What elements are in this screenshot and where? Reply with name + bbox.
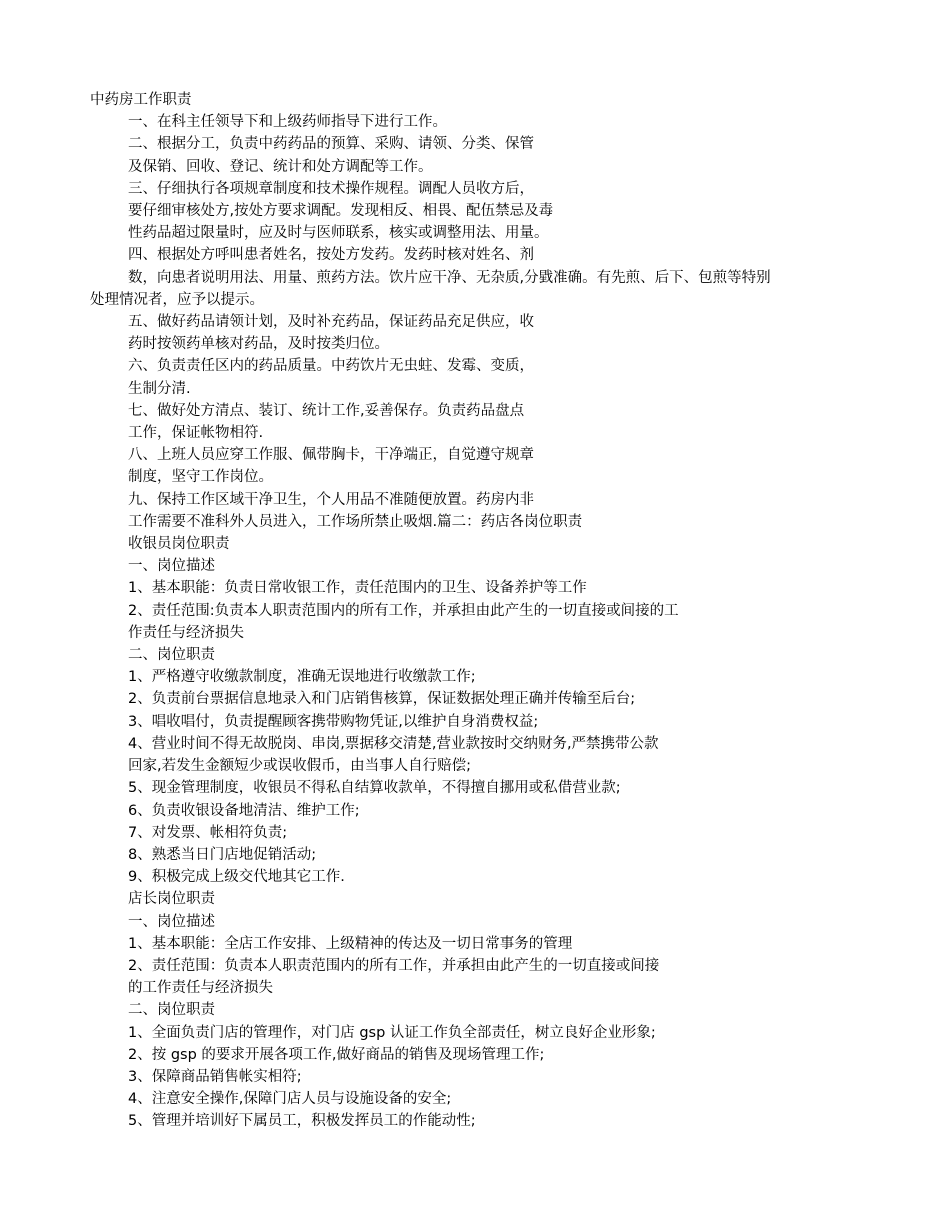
text-line: 1、基本职能：负责日常收银工作，责任范围内的卫生、设备养护等工作 — [128, 580, 587, 597]
subsection-heading: 二、岗位职责 — [128, 647, 215, 664]
text-line: 8、熟悉当日门店地促销活动; — [128, 846, 317, 863]
text-line: 制度，坚守工作岗位。 — [128, 469, 273, 486]
text-line: 七、做好处方清点、装订、统计工作,妥善保存。负责药品盘点 — [128, 402, 525, 419]
text-line: 生制分清. — [128, 380, 191, 397]
text-line: 八、上班人员应穿工作服、佩带胸卡，干净端正，自觉遵守规章 — [128, 447, 534, 464]
text-line: 要仔细审核处方,按处方要求调配。发现相反、相畏、配伍禁忌及毒 — [128, 203, 554, 220]
text-line: 3、保障商品销售帐实相符; — [128, 1068, 302, 1085]
subsection-heading: 一、岗位描述 — [128, 558, 215, 575]
document-title: 中药房工作职责 — [90, 92, 192, 108]
document-body — [90, 89, 860, 1133]
text-line: 性药品超过限量时，应及时与医师联系，核实或调整用法、用量。 — [128, 225, 549, 242]
text-line: 五、做好药品请领计划，及时补充药品，保证药品充足供应，收 — [128, 314, 534, 331]
text-line: 9、积极完成上级交代地其它工作. — [128, 869, 345, 886]
text-line: 数，向患者说明用法、用量、煎药方法。饮片应干净、无杂质,分戥准确。有先煎、后下、包煎等特别 — [128, 269, 771, 286]
text-line: 3、唱收唱付，负责提醒顾客携带购物凭证,以维护自身消费权益; — [128, 713, 539, 730]
text-line: 5、现金管理制度，收银员不得私自结算收款单，不得擅自挪用或私借营业款; — [128, 780, 621, 797]
text-line: 工作需要不准科外人员进入，工作场所禁止吸烟.篇二：药店各岗位职责 — [128, 513, 583, 530]
text-line: 及保销、回收、登记、统计和处方调配等工作。 — [128, 158, 433, 175]
text-line: 4、注意安全操作,保障门店人员与设施设备的安全; — [128, 1091, 452, 1108]
section-heading: 收银员岗位职责 — [128, 536, 230, 553]
text-line: 药时按领药单核对药品，及时按类归位。 — [128, 336, 389, 353]
text-line: 5、管理并培训好下属员工，积极发挥员工的作能动性; — [128, 1113, 476, 1130]
section-heading: 店长岗位职责 — [128, 891, 215, 908]
text-line: 六、负责责任区内的药品质量。中药饮片无虫蛀、发霉、变质， — [128, 358, 534, 375]
text-line: 2、负责前台票据信息地录入和门店销售核算，保证数据处理正确并传输至后台; — [128, 691, 636, 708]
text-line: 二、根据分工，负责中药药品的预算、采购、请领、分类、保管 — [128, 136, 534, 153]
subsection-heading: 一、岗位描述 — [128, 913, 215, 930]
text-line: 回家,若发生金额短少或误收假币，由当事人自行赔偿; — [128, 758, 471, 775]
text-line: 九、保持工作区域干净卫生，个人用品不准随便放置。药房内非 — [128, 491, 534, 508]
text-line: 1、严格遵守收缴款制度，准确无误地进行收缴款工作; — [128, 669, 476, 686]
text-line: 2、责任范围:负责本人职责范围内的所有工作，并承担由此产生的一切直接或间接的工 — [128, 602, 679, 619]
text-line: 2、按 gsp 的要求开展各项工作,做好商品的销售及现场管理工作; — [128, 1046, 545, 1063]
text-line: 处理情况者，应予以提示。 — [90, 291, 264, 308]
subsection-heading: 二、岗位职责 — [128, 1002, 215, 1019]
text-line: 1、全面负责门店的管理作，对门店 gsp 认证工作负全部责任，树立良好企业形象; — [128, 1024, 656, 1041]
text-line: 作责任与经济损失 — [128, 624, 244, 641]
text-line: 四、根据处方呼叫患者姓名，按处方发药。发药时核对姓名、剂 — [128, 247, 534, 264]
text-line: 4、营业时间不得无故脱岗、串岗,票据移交清楚,营业款按时交纳财务,严禁携带公款 — [128, 735, 659, 752]
text-line: 1、基本职能：全店工作安排、上级精神的传达及一切日常事务的管理 — [128, 935, 573, 952]
text-line: 的工作责任与经济损失 — [128, 980, 273, 997]
text-line: 6、负责收银设备地清洁、维护工作; — [128, 802, 360, 819]
text-line: 三、仔细执行各项规章制度和技术操作规程。调配人员收方后， — [128, 180, 534, 197]
text-line: 7、对发票、帐相符负责; — [128, 824, 288, 841]
text-line: 一、在科主任领导下和上级药师指导下进行工作。 — [128, 114, 447, 131]
text-line: 2、责任范围：负责本人职责范围内的所有工作，并承担由此产生的一切直接或间接 — [128, 957, 660, 974]
text-line: 工作，保证帐物相符. — [128, 425, 264, 442]
